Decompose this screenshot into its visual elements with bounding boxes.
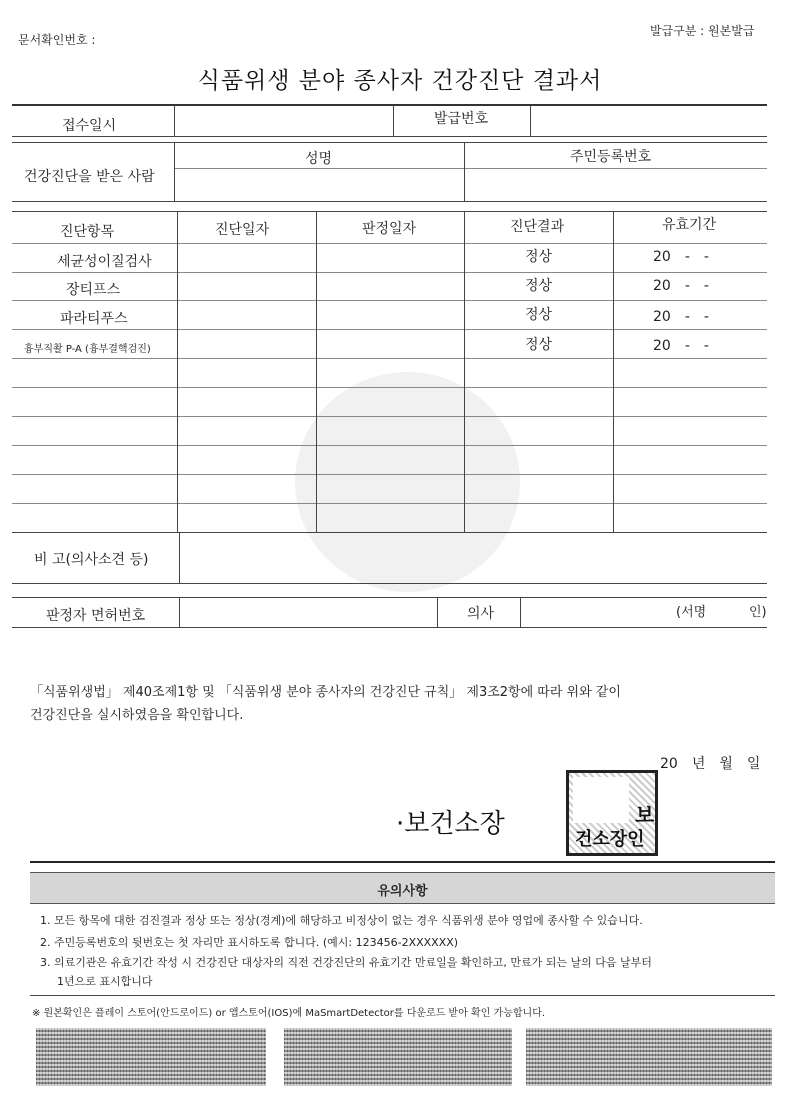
col-judgment-date: 판정일자 — [362, 221, 417, 237]
security-pattern — [36, 1028, 266, 1086]
row-result: 정상 — [525, 278, 553, 294]
issue-type: 발급구분 : 원본발급 — [650, 24, 755, 38]
statement-line-1: 「식품위생법」 제40조제1항 및 「식품위생 분야 종사자의 건강진단 규칙」 제3조2항에 따라 위와 같이 — [30, 685, 621, 700]
security-pattern — [284, 1028, 512, 1086]
judge-license-label: 판정자 면허번호 — [46, 608, 146, 624]
col-item: 진단항목 — [60, 224, 115, 240]
notice-item-1: 1. 모든 항목에 대한 검진결과 정상 또는 정상(경계)에 해당하고 비정상이 없는 경우 식품위생 분야 영업에 종사할 수 있습니다. — [40, 914, 643, 927]
watermark-emblem — [295, 372, 520, 592]
row-item: 세균성이질검사 — [57, 254, 152, 270]
doc-check-number-label: 문서확인번호 : — [18, 33, 96, 47]
row-validity: 20 - - — [653, 249, 709, 265]
signature-hint: (서명 — [676, 605, 707, 620]
notice-item-3: 3. 의료기관은 유효기간 작성 시 건강진단 대상자의 직전 건강진단의 유효기간 만료일을 확인하고, 만료가 되는 날의 다음 날부터 — [40, 956, 652, 969]
seal-text-top: 보 — [635, 803, 655, 827]
receipt-datetime-label: 접수일시 — [62, 118, 117, 134]
examinee-label: 건강진단을 받은 사람 — [24, 169, 155, 185]
col-validity: 유효기간 — [662, 217, 717, 233]
authority-name: ·보건소장 — [396, 809, 505, 839]
notice-item-2: 2. 주민등록번호의 뒷번호는 첫 자리만 표시하도록 합니다. (예시: 123456-2XXXXXX) — [40, 936, 459, 949]
col-result: 진단결과 — [510, 219, 565, 235]
seal-text-bottom: 건소장인 — [575, 829, 645, 850]
signature-end: 인) — [749, 605, 767, 620]
issue-date: 20 년 월 일 — [660, 756, 761, 772]
row-result: 정상 — [525, 307, 553, 323]
name-label: 성명 — [305, 151, 333, 167]
verify-note: ※ 원본확인은 플레이 스토어(안드로이드) or 앱스토어(IOS)에 MaSmartDetector를 다운로드 받아 확인 가능합니다. — [32, 1008, 546, 1019]
doctor-label: 의사 — [467, 606, 495, 622]
rrn-label: 주민등록번호 — [570, 149, 652, 165]
row-item: 흉부직촬 P-A (흉부결핵검진) — [24, 344, 151, 355]
row-item: 장티프스 — [66, 282, 121, 298]
page-title: 식품위생 분야 종사자 건강진단 결과서 — [197, 68, 603, 94]
statement-line-2: 건강진단을 실시하였음을 확인합니다. — [30, 708, 244, 723]
notice-header — [30, 872, 775, 904]
row-validity: 20 - - — [653, 309, 709, 325]
row-validity: 20 - - — [653, 278, 709, 294]
row-result: 정상 — [525, 337, 553, 353]
remarks-label: 비 고(의사소견 등) — [34, 552, 149, 568]
col-diagnosis-date: 진단일자 — [215, 222, 270, 238]
notice-title: 유의사항 — [377, 884, 428, 899]
row-item: 파라티푸스 — [60, 311, 128, 327]
row-validity: 20 - - — [653, 338, 709, 354]
row-result: 정상 — [525, 249, 553, 265]
notice-item-3-cont: 1년으로 표시합니다 — [57, 975, 153, 988]
issue-number-label: 발급번호 — [434, 111, 489, 127]
security-pattern — [526, 1028, 772, 1086]
official-seal — [566, 770, 658, 856]
